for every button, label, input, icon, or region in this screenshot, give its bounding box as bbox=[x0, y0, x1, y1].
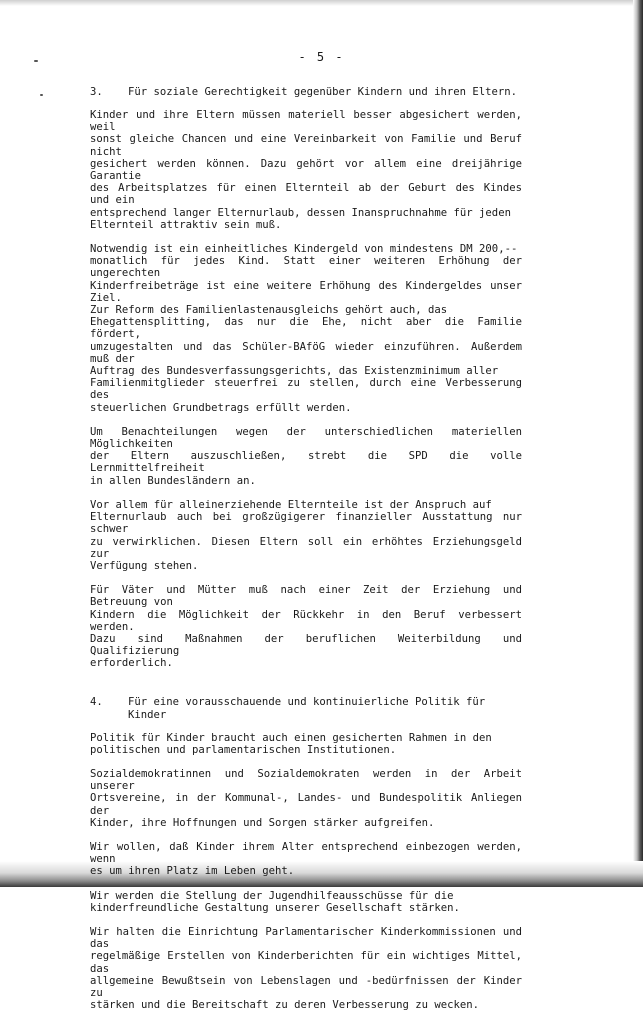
section-spacer bbox=[90, 682, 522, 696]
paragraph: Politik für Kinder braucht auch einen gesicherten Rahmen in den politischen und parlamentarischen Institutionen. bbox=[90, 731, 492, 756]
section-title: Für eine vorausschauende und kontinuierliche Politik für Kinder bbox=[128, 695, 486, 721]
paragraph: Wir wollen, daß Kinder ihrem Alter entsprechend einbezogen werden, wenn es um ihren Platz im Leben geht. bbox=[90, 840, 522, 878]
scan-speck bbox=[40, 94, 43, 96]
section-number: 3. bbox=[90, 86, 103, 98]
paragraph: Notwendig ist ein einheitliches Kindergeld von mindestens DM 200,-- monatlich für jedes Kind. Statt einer weiteren Erhöhung der ungerechten Kinderfreibeträge ist eine weitere Erhöhung des Kindergeldes unser Ziel. Zur Reform des Familienlastenausgleichs gehört auch, das Ehegattensplitting, das nur die Ehe, nicht aber die Familie fördert, umzugestalten und das Schüler-BAföG wieder einzuführen. Außerdem muß der Auftrag des Bundesverfassungsgerichts, das Existenzminimum aller Familienmitglieder steuerfrei zu stellen, durch eine Verbesserung des steuerlichen Grundbetrags erfüllt werden. bbox=[90, 243, 522, 414]
scan-edge-top bbox=[0, 0, 643, 6]
paragraph: Sozialdemokratinnen und Sozialdemokraten werden in der Arbeit unserer Ortsvereine, in der Kommunal-, Landes- und Bundespolitik Anliegen der Kinder, ihre Hoffnungen und Sorgen stärker aufgreifen. bbox=[90, 767, 522, 829]
page-number: - 5 - bbox=[298, 50, 345, 64]
section-3 bbox=[90, 86, 522, 670]
section-4 bbox=[90, 696, 522, 1012]
paragraph: Um Benachteilungen wegen der unterschiedlichen materiellen Möglichkeiten der Eltern auszuschließen, strebt die SPD die volle Lernmittelfreiheit in allen Bundesländern an. bbox=[90, 425, 522, 487]
paragraph: Kinder und ihre Eltern müssen materiell besser abgesichert werden, weil sonst gleiche Chancen und eine Vereinbarkeit von Familie und Beruf nicht gesichert werden können. Dazu gehört vor allem eine dreijährige Garantie des Arbeitsplatzes für einen Elternteil ab der Geburt des Kindes und ein entsprechend langer Elternurlaub, dessen Inanspruchnahme für jeden Elternteil attraktiv sein muß. bbox=[90, 109, 522, 231]
paragraph: Wir werden die Stellung der Jugendhilfeausschüsse für die kinderfreundliche Gestaltung unserer Gesellschaft stärken. bbox=[90, 889, 460, 914]
section-title: Für soziale Gerechtigkeit gegenüber Kindern und ihren Eltern. bbox=[128, 86, 518, 98]
scan-edge-right bbox=[633, 0, 643, 887]
paragraph: Für Väter und Mütter muß nach einer Zeit der Erziehung und Betreuung von Kindern die Möglichkeit der Rückkehr in den Beruf verbessert werden. Dazu sind Maßnahmen der beruflichen Weiterbildung und Qualifizierung erforderlich. bbox=[90, 584, 522, 670]
document-body bbox=[90, 86, 522, 1023]
section-heading bbox=[90, 86, 522, 99]
section-heading bbox=[90, 696, 522, 722]
paragraph: Wir halten die Einrichtung Parlamentarischer Kinderkommissionen und das regelmäßige Erstellen von Kinderberichten für ein wichtiges Mittel, das allgemeine Bewußtsein von Lebenslagen und -bedürfnissen der Kinder zu stärken und die Bereitschaft zu deren Verbesserung zu wecken. bbox=[90, 925, 522, 1012]
section-number: 4. bbox=[90, 695, 103, 708]
paragraph: Vor allem für alleinerziehende Elternteile ist der Anspruch auf Elternurlaub auch bei großzügigerer finanzieller Ausstattung nur schwer zu verwirklichen. Diesen Eltern soll ein erhöhtes Erziehungsgeld zur Verfügung stehen. bbox=[90, 498, 522, 572]
